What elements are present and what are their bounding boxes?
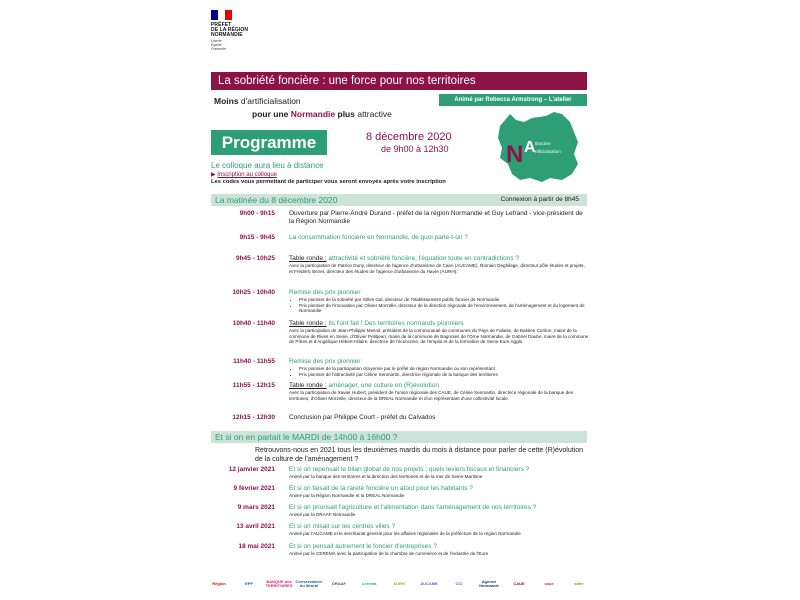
partner-logo: Cerema — [361, 580, 377, 586]
animated-by-banner: Animé par Rebecca Armstrong – L'atelier — [439, 94, 587, 106]
codes-notice: Les codes vous permettant de participer vous seront envoyés après votre inscription — [211, 179, 446, 185]
map-word-attractive: ttractive — [535, 141, 551, 146]
partner-logo: CAUE — [513, 580, 525, 586]
normandy-map-illustration — [494, 108, 582, 186]
remote-notice: Le colloque aura lieu à distance — [211, 161, 324, 170]
session-animator: Animé par le CEREMA avec la participation de la chambre de commerce et de l'industrie de l'Eure — [289, 551, 489, 556]
partner-logo: caue — [544, 580, 554, 586]
connection-time: Connexion à partir de 8h45 — [500, 196, 579, 203]
agenda-text: Conclusion par Philippe Court - préfet du Calvados — [289, 414, 436, 421]
event-hours: de 9h00 à 12h30 — [381, 144, 449, 154]
tuesday-intro: Retrouvons-nous en 2021 tous les deuxièmes mardis du mois à distance pour parler de cette (R)évolution de la culture de l'aménagement ? — [255, 447, 584, 463]
morning-section-bar — [211, 194, 587, 206]
session-question: Et si on priorisait l'agriculture et l'alimentation dans l'aménagement de nos territoires ? — [289, 504, 537, 511]
agenda-text: La consommation foncière en Normandie, de quoi parle-t-on ? — [289, 234, 468, 241]
partner-logo: safer — [574, 580, 584, 586]
programme-heading: Programme — [211, 130, 327, 155]
registration-link[interactable]: Inscription au colloque — [217, 172, 278, 178]
agenda-time: 10h25 - 10h40 — [232, 289, 275, 296]
agenda-detail: Avec la participation de Xavier Hubert, président de l'union régionale des CAUE, de Céline Senmartin, directrice régionale de la banque des territoires, d'Olivier Morzelle, directeur de la DREAL Normandie et d'un représentant d'une collectivité locale. — [289, 390, 573, 401]
session-animator: Animé par l'AUCAME et le secrétariat général pour les affaires régionales de la préfecture de la région Normandie — [289, 531, 521, 536]
agenda-text: Table ronde : Ils l'ont fait ! Des territoires normands pionniers — [289, 320, 464, 327]
partner-logo: EPF — [245, 580, 253, 586]
event-date: 8 décembre 2020 — [366, 131, 452, 143]
partner-logo: Région — [212, 580, 226, 586]
tuesday-title: Et si on en parlait le MARDI de 14h00 à 16h00 ? — [215, 432, 398, 442]
partner-logo: AUCAME — [420, 580, 438, 586]
map-word-artificialisation: rtificialisation — [535, 149, 561, 154]
marianne-flag-icon — [211, 10, 233, 20]
agenda-time: 11h40 - 11h55 — [233, 358, 275, 365]
agenda-time: 11h55 - 12h15 — [232, 382, 275, 389]
partner-logo: CCI — [455, 580, 463, 586]
agenda-detail: Avec la participation de Patrice Duny, directeur de l'agence d'urbanisme de Caen (AUCAME), Romain Deghilage, directeur pôle études et projets, et Frédéric Bezet, directeur des études de l'agence d'urbanisme du Havre (AURH). — [289, 263, 585, 274]
partner-logo: DRAAF — [332, 580, 346, 586]
agenda-text: Ouverture par Pierre-André Durand - préfet de la région Normandie et Guy Lefrand - vice-président de la Région Normandie — [289, 210, 583, 225]
subtitle-line-2: pour une Normandie plus attractive — [252, 109, 392, 119]
session-date: 18 mai 2021 — [238, 543, 275, 550]
arrow-right-icon: ▶ — [211, 172, 216, 178]
session-animator: Animé par la Région Normandie et la DREAL Normandie — [289, 493, 405, 498]
agenda-text: Table ronde : aménager, une culture en (R)évolution — [289, 382, 439, 389]
programme-document — [200, 0, 600, 600]
agenda-detail: Avec la participation de Jean-Philippe Mesnil, président de la communauté de communes du Pays de Falaise, de Bastien Coriton, maire de la commune de Rives en Seine, d'Olivier Petitjean, maire de la commune de Bagnoles de l'Orne Normandie, de Gabriel Daube, maire de la commune de Pîtres et d'Angélique Hébert-Hilaire, directrice de l'économie, de l'emploi et de la formation de Seine Eure Agglo. — [289, 328, 589, 345]
map-letter-n: N — [506, 141, 524, 168]
session-question: Et si on faisait de la rareté foncière un atout pour les habitants ? — [289, 485, 473, 492]
subtitle-line-1: Moins d'artificialisation — [214, 96, 301, 106]
session-date: 12 janvier 2021 — [228, 466, 275, 473]
session-date: 9 mars 2021 — [237, 504, 275, 511]
session-question: Et si on pensait autrement le foncier d'entreprises ? — [289, 543, 437, 550]
session-animator: Animé par la DRAAF Normandie — [289, 512, 356, 517]
republic-motto: Liberté Égalité Fraternité — [211, 39, 226, 51]
partner-logo: Agence Normande — [479, 578, 499, 588]
agenda-bullets: • Prix pionnier de la participation citoyenne par le préfet de région Normandie ou son représentant • Prix pionnier de l'attractivité par Céline Senmartin, directrice régionale de la banque des territoires — [289, 366, 589, 377]
agenda-time: 10h40 - 11h40 — [232, 320, 275, 327]
prefect-logo-text: PRÉFET DE LA RÉGION NORMANDIE — [211, 22, 249, 38]
partner-logo: BANQUE des TERRITOIRES — [265, 578, 293, 588]
morning-title: La matinée du 8 décembre 2020 — [215, 195, 338, 205]
agenda-time: 9h15 - 9h45 — [239, 234, 275, 241]
agenda-text: Remise des prix pionnier — [289, 358, 361, 365]
agenda-time: 12h15 - 12h30 — [232, 414, 275, 421]
agenda-text: Table ronde : attractivité et sobriété foncière, l'équation toute en contradictions ? — [289, 255, 519, 262]
session-question: Et si on repensait le bilan global de nos projets : quels leviers fiscaux et financiers ? — [289, 466, 530, 473]
map-letter-a: A — [524, 139, 536, 156]
partner-logo: Conservatoire du littoral — [295, 578, 323, 588]
event-title: La sobriété foncière : une force pour nos territoires — [211, 72, 587, 90]
agenda-time: 9h45 - 10h25 — [235, 255, 275, 262]
session-date: 9 février 2021 — [233, 485, 275, 492]
agenda-bullets: • Prix pionnier de la sobriété par Gilles Gal, directeur de l'établissement public foncier de Normandie • Prix pionnier de l'innovation par Olivier Morzelle, directeur de la direction régionale de l'environnement, de l'aménagement et du logement de Normandie — [289, 297, 589, 314]
agenda-time: 9h00 - 9h15 — [239, 210, 275, 217]
agenda-text: Remise des prix pionnier — [289, 289, 361, 296]
session-animator: Animé par la banque des territoires et la direction des territoires et de la mer de Seine-Maritime — [289, 474, 483, 479]
session-question: Et si on misait sur les centres villes ? — [289, 523, 396, 530]
registration-line — [211, 171, 277, 178]
session-date: 13 avril 2021 — [236, 523, 275, 530]
partner-logos-strip — [200, 572, 600, 598]
tuesday-section-bar — [211, 431, 587, 443]
partner-logo: AURH — [393, 580, 405, 586]
